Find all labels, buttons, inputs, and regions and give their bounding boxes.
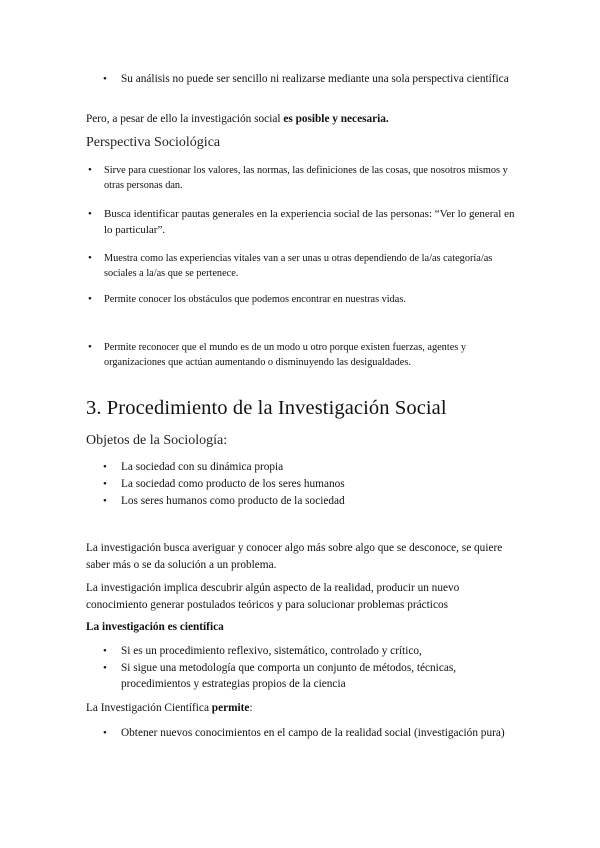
permite-bold: permite bbox=[211, 702, 250, 714]
permite-text: La Investigación Científica bbox=[86, 702, 212, 714]
objetos-heading: Objetos de la Sociología: bbox=[86, 433, 228, 448]
list-item: • Los seres humanos como producto de la sociedad bbox=[121, 493, 345, 509]
permite-paragraph bbox=[86, 700, 253, 717]
list-item: • Muestra como las experiencias vitales van a ser unas u otras dependiendo de la/as categoría/as sociales a la/as que se pertenece. bbox=[104, 251, 516, 281]
list-item: • Permite reconocer que el mundo es de un modo u otro porque existen fuerzas, agentes y organizaciones que actúan aumentando o disminuyendo las desigualdades. bbox=[104, 340, 520, 370]
paragraph: La investigación busca averiguar y conocer algo más sobre algo que se desconoce, se quiere saber más o se da solución a un problema. bbox=[86, 542, 503, 571]
list-item: • Busca identificar pautas generales en la experiencia social de las personas: “Ver lo general en lo particular”. bbox=[104, 206, 524, 238]
list-item: • La sociedad con su dinámica propia bbox=[121, 459, 283, 475]
intro-text: Pero, a pesar de ello la investigación social bbox=[86, 113, 284, 125]
list-item: • Sirve para cuestionar los valores, las normas, las definiciones de las cosas, que nosotros mismos y otras personas dan. bbox=[104, 163, 516, 193]
list-item: • Si es un procedimiento reflexivo, sistemático, controlado y crítico, bbox=[121, 643, 521, 659]
list-item: • Su análisis no puede ser sencillo ni realizarse mediante una sola perspectiva científica bbox=[121, 71, 521, 87]
cientifica-heading bbox=[86, 619, 224, 636]
paragraph: La investigación implica descubrir algún aspecto de la realidad, producir un nuevo conocimiento generar postulados teóricos y para solucionar problemas prácticos bbox=[86, 582, 460, 611]
cientifica-heading-text: La investigación es científica bbox=[86, 621, 224, 633]
list-item: • Permite conocer los obstáculos que podemos encontrar en nuestras vidas. bbox=[104, 292, 524, 307]
list-item: • Obtener nuevos conocimientos en el campo de la realidad social (investigación pura) bbox=[121, 725, 516, 741]
intro-paragraph bbox=[86, 111, 526, 128]
section-title: 3. Procedimiento de la Investigación Social bbox=[86, 397, 447, 419]
perspectiva-heading: Perspectiva Sociológica bbox=[86, 135, 221, 150]
permite-colon: : bbox=[249, 702, 253, 714]
list-item: • Si sigue una metodología que comporta un conjunto de métodos, técnicas, procedimientos y estrategias propios de la ciencia bbox=[121, 660, 521, 692]
list-item: • La sociedad como producto de los seres humanos bbox=[121, 476, 345, 492]
intro-bold: es posible y necesaria. bbox=[283, 113, 389, 125]
